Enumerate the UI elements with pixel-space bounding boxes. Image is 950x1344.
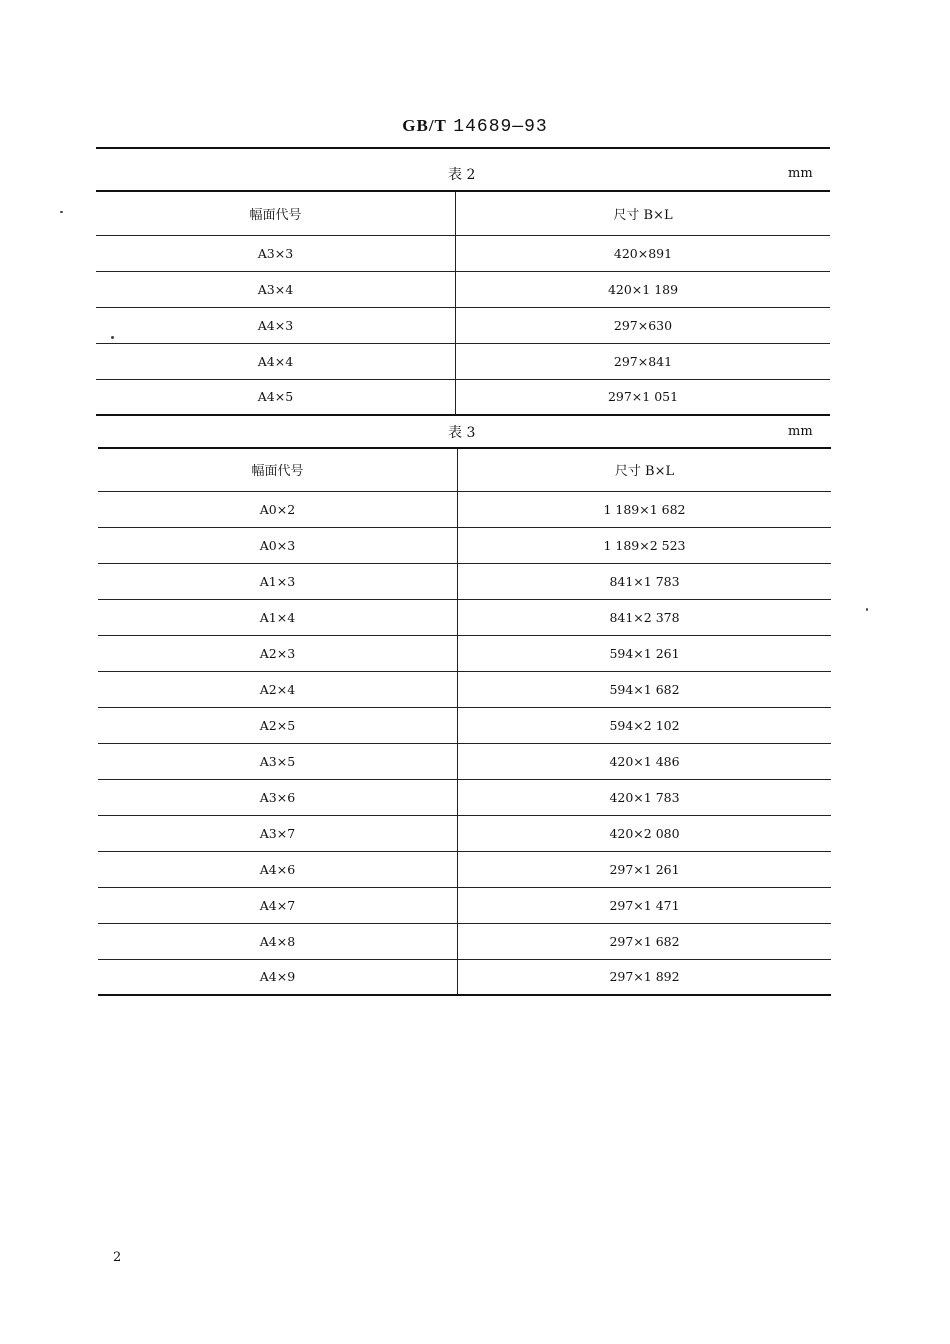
table3 bbox=[98, 449, 831, 996]
cell-dimensions: 841×1 783 bbox=[458, 563, 832, 599]
cell-format-code: A0×2 bbox=[98, 491, 458, 527]
cell-format-code: A4×4 bbox=[96, 343, 456, 379]
cell-dimensions: 841×2 378 bbox=[458, 599, 832, 635]
cell-dimensions: 297×1 892 bbox=[458, 959, 832, 995]
table3-unit: mm bbox=[788, 424, 813, 439]
table3-caption: 表 3 bbox=[448, 425, 476, 441]
scan-speck bbox=[60, 211, 63, 213]
cell-dimensions: 297×1 261 bbox=[458, 851, 832, 887]
cell-format-code: A4×3 bbox=[96, 307, 456, 343]
cell-format-code: A4×6 bbox=[98, 851, 458, 887]
table-row bbox=[98, 527, 831, 563]
cell-format-code: A4×5 bbox=[96, 379, 456, 415]
table-row bbox=[98, 851, 831, 887]
table2-unit: mm bbox=[788, 166, 813, 181]
cell-dimensions: 1 189×2 523 bbox=[458, 527, 832, 563]
table2-header-code: 幅面代号 bbox=[96, 192, 456, 235]
table-row bbox=[98, 563, 831, 599]
scan-speck bbox=[866, 608, 868, 611]
table2-header-size: 尺寸 B×L bbox=[456, 192, 831, 235]
table-row bbox=[98, 887, 831, 923]
cell-dimensions: 594×1 261 bbox=[458, 635, 832, 671]
table-row bbox=[96, 343, 830, 379]
table3-header-code: 幅面代号 bbox=[98, 449, 458, 491]
table-row bbox=[98, 779, 831, 815]
table-row bbox=[98, 707, 831, 743]
document-header bbox=[0, 116, 950, 137]
table-row bbox=[96, 307, 830, 343]
header-rule bbox=[96, 147, 830, 149]
cell-dimensions: 297×841 bbox=[456, 343, 831, 379]
cell-format-code: A2×4 bbox=[98, 671, 458, 707]
cell-dimensions: 594×2 102 bbox=[458, 707, 832, 743]
table-row bbox=[98, 959, 831, 995]
table-row bbox=[98, 743, 831, 779]
cell-dimensions: 297×630 bbox=[456, 307, 831, 343]
cell-dimensions: 594×1 682 bbox=[458, 671, 832, 707]
cell-format-code: A1×4 bbox=[98, 599, 458, 635]
table2 bbox=[96, 192, 830, 416]
cell-format-code: A1×3 bbox=[98, 563, 458, 599]
table-row bbox=[98, 491, 831, 527]
cell-format-code: A0×3 bbox=[98, 527, 458, 563]
table-row bbox=[96, 271, 830, 307]
cell-format-code: A2×3 bbox=[98, 635, 458, 671]
table-row bbox=[98, 815, 831, 851]
cell-format-code: A3×6 bbox=[98, 779, 458, 815]
cell-dimensions: 297×1 682 bbox=[458, 923, 832, 959]
cell-format-code: A3×4 bbox=[96, 271, 456, 307]
table-row bbox=[98, 635, 831, 671]
cell-dimensions: 420×2 080 bbox=[458, 815, 832, 851]
cell-format-code: A3×5 bbox=[98, 743, 458, 779]
cell-format-code: A4×9 bbox=[98, 959, 458, 995]
table-row bbox=[96, 235, 830, 271]
cell-dimensions: 297×1 471 bbox=[458, 887, 832, 923]
page-number: 2 bbox=[113, 1250, 122, 1265]
table-row bbox=[98, 599, 831, 635]
cell-format-code: A4×8 bbox=[98, 923, 458, 959]
cell-dimensions: 420×891 bbox=[456, 235, 831, 271]
table3-header-size: 尺寸 B×L bbox=[458, 449, 832, 491]
standard-number: 14689—93 bbox=[453, 117, 548, 137]
table-row bbox=[98, 671, 831, 707]
standard-code: GB/T bbox=[402, 116, 447, 135]
cell-dimensions: 297×1 051 bbox=[456, 379, 831, 415]
cell-format-code: A3×3 bbox=[96, 235, 456, 271]
scan-speck bbox=[111, 336, 114, 339]
table-row bbox=[98, 923, 831, 959]
cell-dimensions: 420×1 189 bbox=[456, 271, 831, 307]
table2-caption: 表 2 bbox=[448, 167, 476, 183]
table-row bbox=[96, 379, 830, 415]
cell-dimensions: 1 189×1 682 bbox=[458, 491, 832, 527]
cell-format-code: A4×7 bbox=[98, 887, 458, 923]
cell-format-code: A3×7 bbox=[98, 815, 458, 851]
cell-dimensions: 420×1 783 bbox=[458, 779, 832, 815]
cell-dimensions: 420×1 486 bbox=[458, 743, 832, 779]
table3-body bbox=[98, 491, 831, 995]
cell-format-code: A2×5 bbox=[98, 707, 458, 743]
table2-body bbox=[96, 235, 830, 415]
